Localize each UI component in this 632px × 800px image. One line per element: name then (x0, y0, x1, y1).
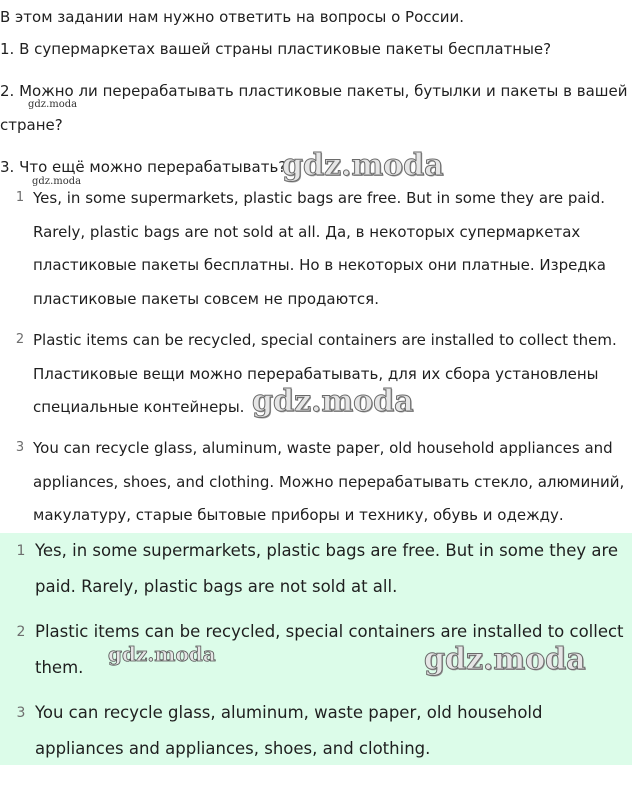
answer-number: 2 (15, 332, 25, 347)
answer-number: 3 (15, 440, 25, 455)
answer-text: You can recycle glass, aluminum, waste paper, old household appliances and appliances, shoes, and clothing. (35, 703, 543, 758)
answer-text: Yes, in some supermarkets, plastic bags are free. But in some they are paid. Rarely, plastic bags are not sold at all. (35, 541, 619, 596)
question-2: 2. Можно ли перерабатывать пластиковые пакеты, бутылки и пакеты в вашей стране? (0, 82, 628, 134)
answer-text: Plastic items can be recycled, special containers are installed to collect them. (35, 622, 624, 677)
answer-text: Yes, in some supermarkets, plastic bags are free. But in some they are paid. Rarely, plastic bags are not sold at all. Да, в некоторых супермаркетах пластиковые пакеты бесплатны. Но в некоторых они платные. Изредка пластиковые пакеты совсем не продаются. (33, 189, 606, 309)
answer-number: 1 (16, 543, 26, 559)
question-3: 3. Что ещё можно перерабатывать? (0, 158, 287, 176)
watermark-logo: gdz.moda (108, 642, 216, 666)
answer-number: 3 (16, 705, 26, 721)
watermark-logo: gdz.moda (28, 99, 78, 110)
answer-text: Plastic items can be recycled, special containers are installed to collect them. Пластиковые вещи можно перерабатывать, для их сбора установлены специальные контейнеры. (33, 331, 617, 417)
answer-text: You can recycle glass, aluminum, waste paper, old household appliances and appliances, shoes, and clothing. Можно перерабатывать стекло, алюминий, макулатуру, старые бытовые приборы и технику, обувь и одежду. (33, 439, 625, 525)
watermark-logo: gdz.moda (252, 384, 414, 419)
watermark-logo: gdz.moda (32, 176, 82, 187)
watermark-logo: gdz.moda (282, 148, 444, 183)
answer-number: 2 (16, 624, 26, 640)
question-1: 1. В супермаркетах вашей страны пластиковые пакеты бесплатные? (0, 40, 552, 58)
intro-text: В этом задании нам нужно ответить на вопросы о России. (0, 8, 465, 26)
watermark-logo: gdz.moda (424, 642, 586, 677)
answer-number: 1 (15, 190, 25, 205)
